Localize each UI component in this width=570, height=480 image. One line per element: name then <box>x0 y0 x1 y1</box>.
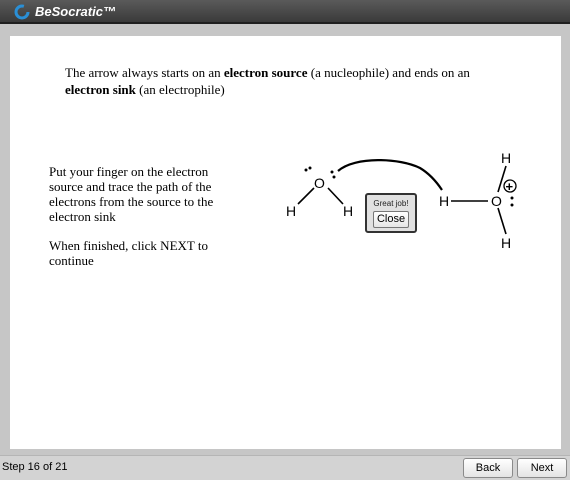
hydronium-oxygen-label: O <box>491 193 502 209</box>
feedback-message: Great job! <box>373 199 409 208</box>
water-oxygen-label: O <box>314 175 325 191</box>
next-button[interactable]: Next <box>517 458 567 478</box>
back-button[interactable]: Back <box>463 458 513 478</box>
water-bond-left <box>298 188 314 204</box>
instruction-paragraph-next: When finished, click NEXT to continue <box>49 238 208 268</box>
intro-text <box>65 64 485 98</box>
hydronium-lone-pair <box>511 197 514 207</box>
water-bond-right <box>328 188 343 204</box>
hydronium-hydrogen-bottom-label: H <box>501 235 512 251</box>
water-hydrogen-left-label: H <box>286 203 297 219</box>
title-bar <box>0 0 570 24</box>
app-title: BeSocratic™ <box>35 4 116 19</box>
close-button[interactable]: Close <box>373 211 409 228</box>
footer-bar <box>0 455 570 480</box>
intro-text-part3: (an electrophile) <box>135 82 225 97</box>
water-lone-pair-left <box>305 167 312 172</box>
hydronium-hydrogen-top-label: H <box>501 150 512 166</box>
instructions <box>49 164 234 282</box>
positive-charge-sign: + <box>505 179 514 194</box>
hydronium-bond-bottom <box>498 208 506 234</box>
instruction-paragraph-trace: Put your finger on the electron source and trace the path of the electrons from the source to the electron sink <box>49 164 214 224</box>
electron-path-curve <box>338 160 442 190</box>
lesson-content <box>10 36 561 449</box>
besocratic-logo-icon <box>14 4 30 20</box>
hydronium-hydrogen-left-label: H <box>439 193 450 209</box>
water-hydrogen-right-label: H <box>343 203 354 219</box>
water-lone-pair-right <box>331 171 336 179</box>
step-indicator: Step 16 of 21 <box>2 461 68 473</box>
intro-electron-source: electron source <box>223 65 308 80</box>
feedback-popup <box>365 193 417 233</box>
intro-text-part1: The arrow always starts on an <box>65 65 224 80</box>
intro-electron-sink: electron sink <box>65 82 136 97</box>
intro-text-part2: (a nucleophile) and ends on an <box>307 65 470 80</box>
